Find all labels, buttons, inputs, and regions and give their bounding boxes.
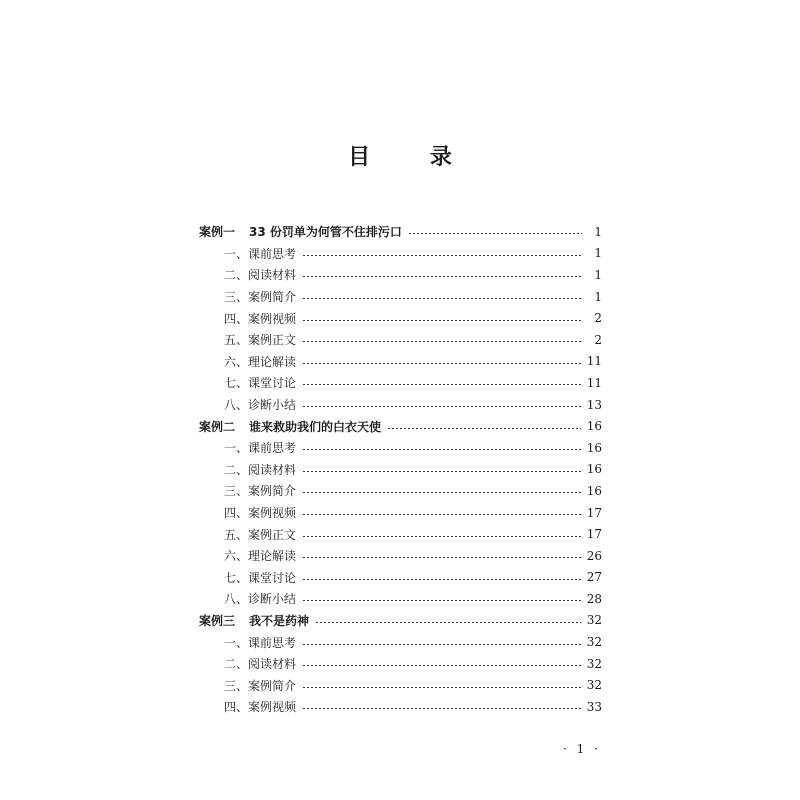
dot-leader <box>302 536 581 537</box>
page-title: 目 录 <box>348 144 478 170</box>
toc-section-row[interactable] <box>224 480 602 502</box>
toc-section-row[interactable] <box>224 307 602 329</box>
dot-leader <box>302 492 581 493</box>
section-label: 五、案例正文 <box>224 333 297 348</box>
dot-leader <box>315 622 581 623</box>
section-label: 二、阅读材料 <box>224 657 297 672</box>
chapter-title: 33 份罚单为何管不住排污口 <box>249 225 402 240</box>
toc-section-row[interactable] <box>224 286 602 308</box>
section-page-number: 2 <box>594 332 602 347</box>
section-page-number: 2 <box>594 311 602 326</box>
toc-chapter-row[interactable] <box>199 415 602 437</box>
toc-section-row[interactable] <box>224 394 602 416</box>
dot-leader <box>302 600 581 601</box>
section-label: 七、课堂讨论 <box>224 376 297 391</box>
section-page-number: 16 <box>586 462 602 477</box>
section-label: 三、案例简介 <box>224 484 297 499</box>
toc-section-row[interactable] <box>224 631 602 653</box>
toc-section-row[interactable] <box>224 502 602 524</box>
dot-leader <box>302 471 581 472</box>
dot-leader <box>302 708 581 709</box>
section-label: 一、课前思考 <box>224 441 297 456</box>
chapter-page-number: 1 <box>594 224 602 239</box>
dot-leader <box>302 384 581 385</box>
section-label: 五、案例正文 <box>224 527 297 542</box>
section-page-number: 17 <box>586 505 602 520</box>
section-page-number: 17 <box>586 527 602 542</box>
section-label: 三、案例简介 <box>224 678 297 693</box>
section-label: 四、案例视频 <box>224 506 297 521</box>
section-page-number: 32 <box>586 678 602 693</box>
chapter-page-number: 32 <box>586 613 602 628</box>
section-page-number: 28 <box>586 591 602 606</box>
dot-leader <box>302 665 581 666</box>
toc-section-row[interactable] <box>224 696 602 718</box>
section-page-number: 11 <box>586 375 602 390</box>
section-label: 八、诊断小结 <box>224 398 297 413</box>
toc-section-row[interactable] <box>224 243 602 265</box>
toc-chapter-row[interactable] <box>199 221 602 243</box>
section-page-number: 13 <box>586 397 602 412</box>
toc-section-row[interactable] <box>224 674 602 696</box>
dot-leader <box>302 341 582 342</box>
chapter-label <box>199 612 315 629</box>
dot-leader <box>302 255 582 256</box>
section-page-number: 32 <box>586 635 602 650</box>
chapter-label <box>199 223 408 240</box>
section-page-number: 27 <box>586 570 602 585</box>
toc-section-row[interactable] <box>224 437 602 459</box>
chapter-title: 我不是药神 <box>249 613 310 628</box>
toc-section-row[interactable] <box>224 351 602 373</box>
section-page-number: 32 <box>586 656 602 671</box>
page-number: · 1 · <box>563 742 601 756</box>
chapter-number: 案例三 <box>199 613 236 628</box>
section-label: 七、课堂讨论 <box>224 570 297 585</box>
section-label: 一、课前思考 <box>224 635 297 650</box>
section-page-number: 16 <box>586 440 602 455</box>
section-page-number: 16 <box>586 483 602 498</box>
dot-leader <box>302 406 581 407</box>
chapter-page-number: 16 <box>586 419 602 434</box>
chapter-title: 谁来救助我们的白衣天使 <box>249 419 382 434</box>
section-label: 四、案例视频 <box>224 700 297 715</box>
dot-leader <box>302 449 581 450</box>
section-page-number: 1 <box>594 246 602 261</box>
section-page-number: 1 <box>594 289 602 304</box>
section-page-number: 1 <box>594 267 602 282</box>
section-page-number: 33 <box>586 699 602 714</box>
toc-section-row[interactable] <box>224 329 602 351</box>
dot-leader <box>302 557 581 558</box>
toc-section-row[interactable] <box>224 567 602 589</box>
toc-chapter-row[interactable] <box>199 610 602 632</box>
section-label: 八、诊断小结 <box>224 592 297 607</box>
dot-leader <box>387 428 581 429</box>
dot-leader <box>408 233 582 234</box>
section-page-number: 26 <box>586 548 602 563</box>
toc-section-row[interactable] <box>224 545 602 567</box>
dot-leader <box>302 644 581 645</box>
toc-section-row[interactable] <box>224 459 602 481</box>
section-page-number: 11 <box>586 354 602 369</box>
toc-section-row[interactable] <box>224 372 602 394</box>
section-label: 三、案例简介 <box>224 290 297 305</box>
dot-leader <box>302 687 581 688</box>
dot-leader <box>302 579 581 580</box>
chapter-label <box>199 418 387 435</box>
dot-leader <box>302 363 581 364</box>
dot-leader <box>302 320 582 321</box>
dot-leader <box>302 276 582 277</box>
dot-leader <box>302 514 581 515</box>
toc-section-row[interactable] <box>224 523 602 545</box>
toc-section-row[interactable] <box>224 264 602 286</box>
section-label: 一、课前思考 <box>224 246 297 261</box>
table-of-contents <box>199 221 602 718</box>
section-label: 六、理论解读 <box>224 549 297 564</box>
section-label: 二、阅读材料 <box>224 268 297 283</box>
dot-leader <box>302 298 582 299</box>
chapter-number: 案例二 <box>199 419 236 434</box>
toc-section-row[interactable] <box>224 653 602 675</box>
chapter-number: 案例一 <box>199 225 236 240</box>
section-label: 六、理论解读 <box>224 354 297 369</box>
section-label: 二、阅读材料 <box>224 462 297 477</box>
section-label: 四、案例视频 <box>224 311 297 326</box>
toc-section-row[interactable] <box>224 588 602 610</box>
